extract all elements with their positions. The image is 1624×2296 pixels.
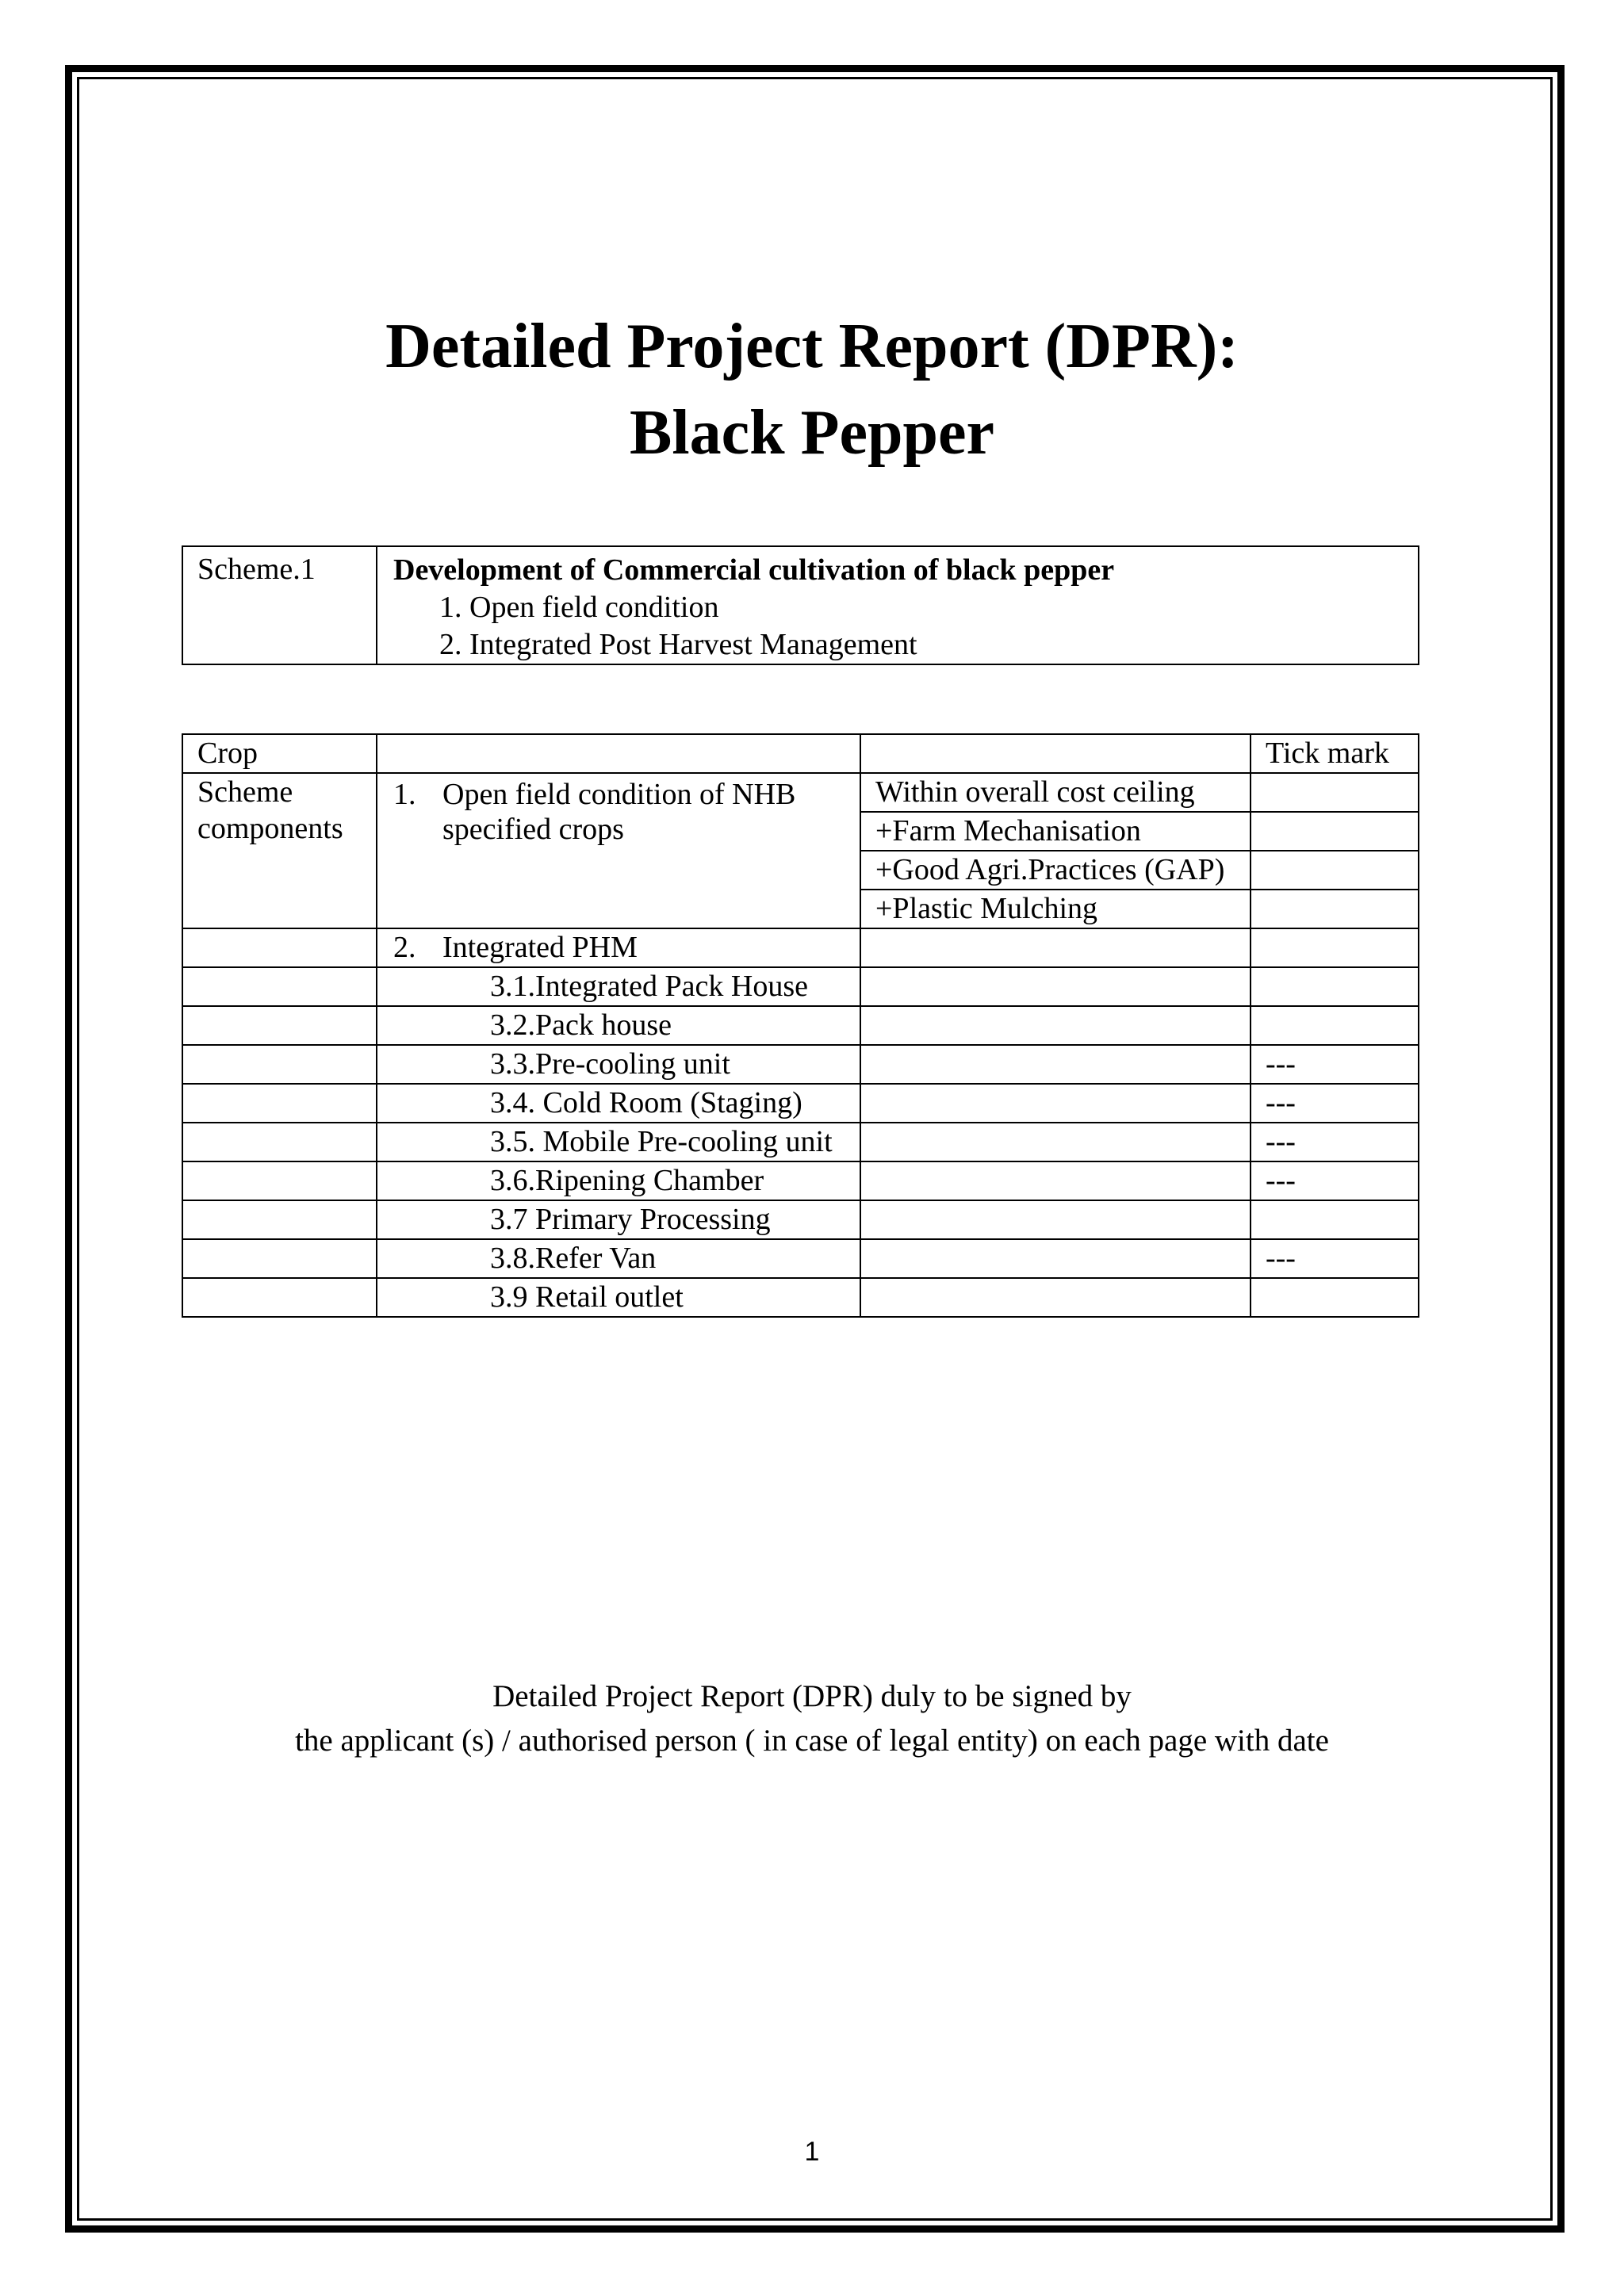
- component-integrated-phm: [377, 928, 860, 967]
- option-farm-mechanisation: +Farm Mechanisation: [860, 812, 1251, 851]
- sub-item-label: 3.9 Retail outlet: [377, 1278, 860, 1317]
- empty-cell: [860, 1006, 1251, 1045]
- table-row: [182, 1278, 1419, 1317]
- empty-cell: [182, 1200, 377, 1239]
- empty-cell: [182, 1123, 377, 1161]
- scheme-item: 2. Integrated Post Harvest Management: [439, 628, 917, 661]
- component-number: 2.: [393, 931, 416, 964]
- component-number: 1.: [393, 778, 416, 811]
- tick-mark-header: Tick mark: [1251, 734, 1419, 773]
- option-plastic-mulching: +Plastic Mulching: [860, 890, 1251, 928]
- table-row: [182, 1161, 1419, 1200]
- tick-cell: [1251, 1278, 1419, 1317]
- tick-cell: [1251, 967, 1419, 1006]
- table-row: [182, 1084, 1419, 1123]
- empty-cell: [860, 1161, 1251, 1200]
- empty-cell: [860, 1239, 1251, 1278]
- empty-cell: [860, 1278, 1251, 1317]
- tick-cell: [1251, 1006, 1419, 1045]
- sub-item-label: 3.5. Mobile Pre-cooling unit: [377, 1123, 860, 1161]
- empty-cell: [860, 928, 1251, 967]
- sub-item-label: 3.2.Pack house: [377, 1006, 860, 1045]
- signature-note-line2: the applicant (s) / authorised person ( in case of legal entity) on each page with date: [295, 1724, 1329, 1758]
- crop-header: Crop: [182, 734, 377, 773]
- empty-cell: [860, 734, 1251, 773]
- sub-item-label: 3.1.Integrated Pack House: [377, 967, 860, 1006]
- scheme-components-label: Scheme components: [182, 773, 377, 928]
- empty-cell: [182, 1161, 377, 1200]
- empty-cell: [377, 734, 860, 773]
- scheme-content: [377, 546, 1419, 664]
- scheme-item: 1. Open field condition: [439, 591, 719, 624]
- scheme-components-table: [182, 733, 1419, 1318]
- sub-item-label: 3.7 Primary Processing: [377, 1200, 860, 1239]
- component-text: Integrated PHM: [442, 931, 638, 964]
- scheme-label: Scheme.1: [182, 546, 377, 664]
- tick-cell: ---: [1251, 1123, 1419, 1161]
- sub-item-label: 3.4. Cold Room (Staging): [377, 1084, 860, 1123]
- table-row: [182, 1200, 1419, 1239]
- empty-cell: [182, 1278, 377, 1317]
- document-title-line2: Black Pepper: [630, 398, 994, 468]
- empty-cell: [182, 928, 377, 967]
- table-row: [182, 967, 1419, 1006]
- empty-cell: [860, 1045, 1251, 1084]
- tick-cell: ---: [1251, 1161, 1419, 1200]
- empty-cell: [182, 1084, 377, 1123]
- scheme-title: Development of Commercial cultivation of black pepper: [393, 553, 1115, 587]
- table-row: [182, 928, 1419, 967]
- option-cost-ceiling: Within overall cost ceiling: [860, 773, 1251, 812]
- tick-cell: ---: [1251, 1045, 1419, 1084]
- document-title-line1: Detailed Project Report (DPR):: [385, 312, 1239, 381]
- table-header-row: [182, 734, 1419, 773]
- empty-cell: [860, 967, 1251, 1006]
- tick-cell: [1251, 1200, 1419, 1239]
- tick-cell: [1251, 890, 1419, 928]
- empty-cell: [182, 1239, 377, 1278]
- option-gap: +Good Agri.Practices (GAP): [860, 851, 1251, 890]
- empty-cell: [182, 1006, 377, 1045]
- table-row: [182, 1239, 1419, 1278]
- tick-cell: [1251, 812, 1419, 851]
- sub-item-label: 3.8.Refer Van: [377, 1239, 860, 1278]
- table-row: [182, 1123, 1419, 1161]
- component-text: Open field condition of NHB specified crops: [442, 778, 796, 846]
- sub-item-label: 3.6.Ripening Chamber: [377, 1161, 860, 1200]
- empty-cell: [860, 1123, 1251, 1161]
- tick-cell: ---: [1251, 1084, 1419, 1123]
- signature-note-line1: Detailed Project Report (DPR) duly to be signed by: [492, 1679, 1132, 1713]
- empty-cell: [182, 1045, 377, 1084]
- tick-cell: ---: [1251, 1239, 1419, 1278]
- page-number: 1: [804, 2137, 820, 2167]
- empty-cell: [1251, 928, 1419, 967]
- table-row: [182, 773, 1419, 812]
- tick-cell: [1251, 851, 1419, 890]
- sub-item-label: 3.3.Pre-cooling unit: [377, 1045, 860, 1084]
- tick-cell: [1251, 773, 1419, 812]
- empty-cell: [860, 1084, 1251, 1123]
- scheme-row: [182, 546, 1419, 664]
- table-row: [182, 1045, 1419, 1084]
- table-row: [182, 1006, 1419, 1045]
- empty-cell: [860, 1200, 1251, 1239]
- scheme-table: [182, 545, 1419, 665]
- empty-cell: [182, 967, 377, 1006]
- component-open-field: [377, 773, 860, 928]
